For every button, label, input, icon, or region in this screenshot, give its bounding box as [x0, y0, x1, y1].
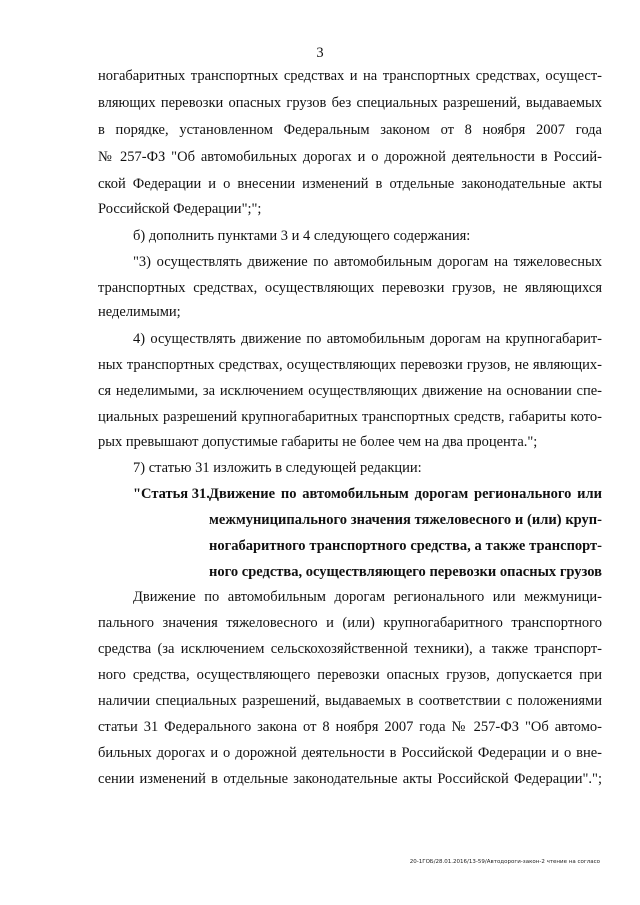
text-line: транспортных средствах, осуществляющих перевозки грузов, не являющихся — [98, 280, 602, 296]
text-line: наличии специальных разрешений, выдаваемых в соответствии с положениями — [98, 693, 602, 709]
text-line: б) дополнить пунктами 3 и 4 следующего содержания: — [133, 228, 471, 244]
document-footer-code: 20-1ГОБ/28.01.2016/13-59/Автодороги-закон-2 чтение на согласо — [409, 859, 600, 865]
article-title-line: межмуниципального значения тяжеловесного и (или) круп- — [209, 512, 602, 528]
page-number: 3 — [316, 45, 324, 61]
text-line: пального значения тяжеловесного и (или) крупногабаритного транспортного — [98, 615, 602, 631]
article-title-line: ногабаритного транспортного средства, а также транспорт- — [209, 538, 602, 554]
text-line: № 257-ФЗ "Об автомобильных дорогах и о дорожной деятельности в Россий- — [98, 149, 602, 165]
text-line: циальных разрешений крупногабаритных транспортных средств, габариты кото- — [98, 409, 602, 425]
text-line: Движение по автомобильным дорогам регионального или межмуници- — [133, 589, 602, 605]
text-line: "3) осуществлять движение по автомобильным дорогам на тяжеловесных — [133, 254, 602, 270]
text-line: 4) осуществлять движение по автомобильным дорогам на крупногабарит- — [133, 331, 602, 347]
article-title-line: Движение по автомобильным дорогам регионального или — [209, 486, 602, 502]
text-line: вляющих перевозки опасных грузов без специальных разрешений, выдаваемых — [98, 95, 602, 111]
text-line: рых превышают допустимые габариты не более чем на два процента."; — [98, 434, 538, 450]
text-line: статьи 31 Федерального закона от 8 ноября 2007 года № 257-ФЗ "Об автомо- — [98, 719, 602, 735]
text-line: в порядке, установленном Федеральным законом от 8 ноября 2007 года — [98, 122, 602, 138]
text-line: ных транспортных средствах, осуществляющих перевозки грузов, не являющих- — [98, 357, 602, 373]
text-line: сении изменений в отдельные законодательные акты Российской Федерации"."; — [98, 771, 602, 787]
text-line: Российской Федерации";"; — [98, 201, 262, 217]
text-line: средства (за исключением сельскохозяйственной техники), а также транспорт- — [98, 641, 602, 657]
article-label: "Статья 31. — [133, 486, 210, 502]
text-line: ся неделимыми, за исключением осуществляющих движение на основании спе- — [98, 383, 602, 399]
text-line: ской Федерации и о внесении изменений в отдельные законодательные акты — [98, 176, 602, 192]
text-line: 7) статью 31 изложить в следующей редакции: — [133, 460, 422, 476]
text-line: неделимыми; — [98, 304, 181, 320]
text-line: бильных дорогах и о дорожной деятельности в Российской Федерации и о вне- — [98, 745, 602, 761]
text-line: ногабаритных транспортных средствах и на транспортных средствах, осущест- — [98, 68, 602, 84]
article-title-line: ного средства, осуществляющего перевозки опасных грузов — [209, 564, 602, 580]
text-line: ного средства, осуществляющего перевозки опасных грузов, допускается при — [98, 667, 602, 683]
